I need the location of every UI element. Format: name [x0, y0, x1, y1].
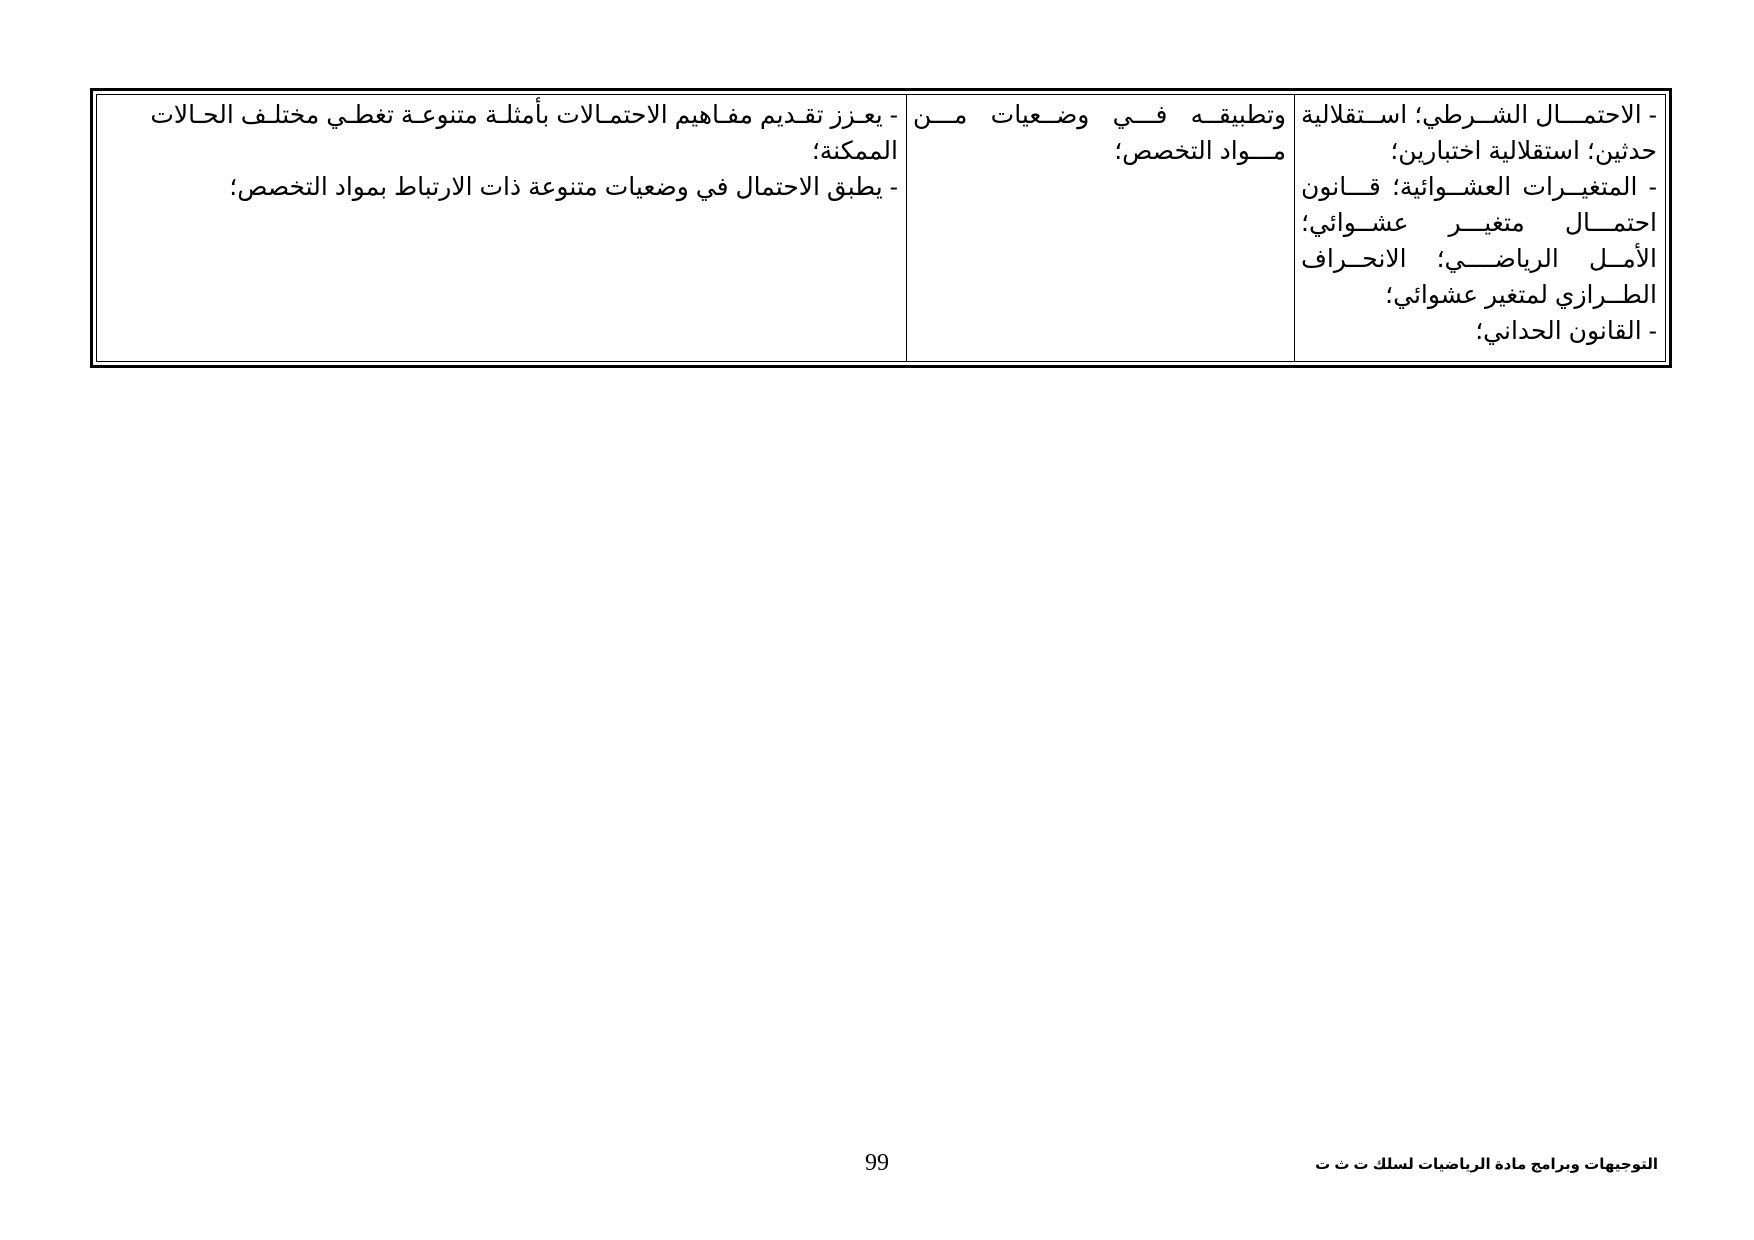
content-item-random-variables: - المتغيــرات العشــوائية؛ قـــانون احتمـــال متغيـــر عشــوائي؛ الأمــل الرياضــــي؛ الانحــراف الطــرازي لمتغير عشوائي؛: [1301, 173, 1657, 309]
page-number: 99: [865, 1150, 889, 1176]
capacity-item: وتطبيقــه فـــي وضــعيات مـــن مـــواد التخصص؛: [913, 101, 1286, 165]
curriculum-table: [90, 88, 1672, 368]
table-cell-content: [1295, 95, 1665, 361]
content-item-binomial-law: - القانون الحداني؛: [1475, 317, 1657, 345]
footer-title: التوجيهات وبرامج مادة الرياضيات لسلك ت ث ت: [1315, 1156, 1658, 1173]
guideline-item-apply: - يطبق الاحتمال في وضعيات متنوعة ذات الارتباط بمواد التخصص؛: [229, 173, 898, 201]
table-cell-guidelines: [97, 95, 907, 361]
guideline-item-reinforce: - يعـزز تقـديم مفـاهيم الاحتمـالات بأمثلـة متنوعـة تغطـي مختلـف الحـالات الممكنة؛: [150, 101, 898, 165]
table-cell-capacities: [907, 95, 1295, 361]
content-item-conditional-probability: - الاحتمـــال الشــرطي؛ اســتقلالية حدثين؛ استقلالية اختبارين؛: [1301, 101, 1657, 165]
table-row: [96, 94, 1666, 362]
